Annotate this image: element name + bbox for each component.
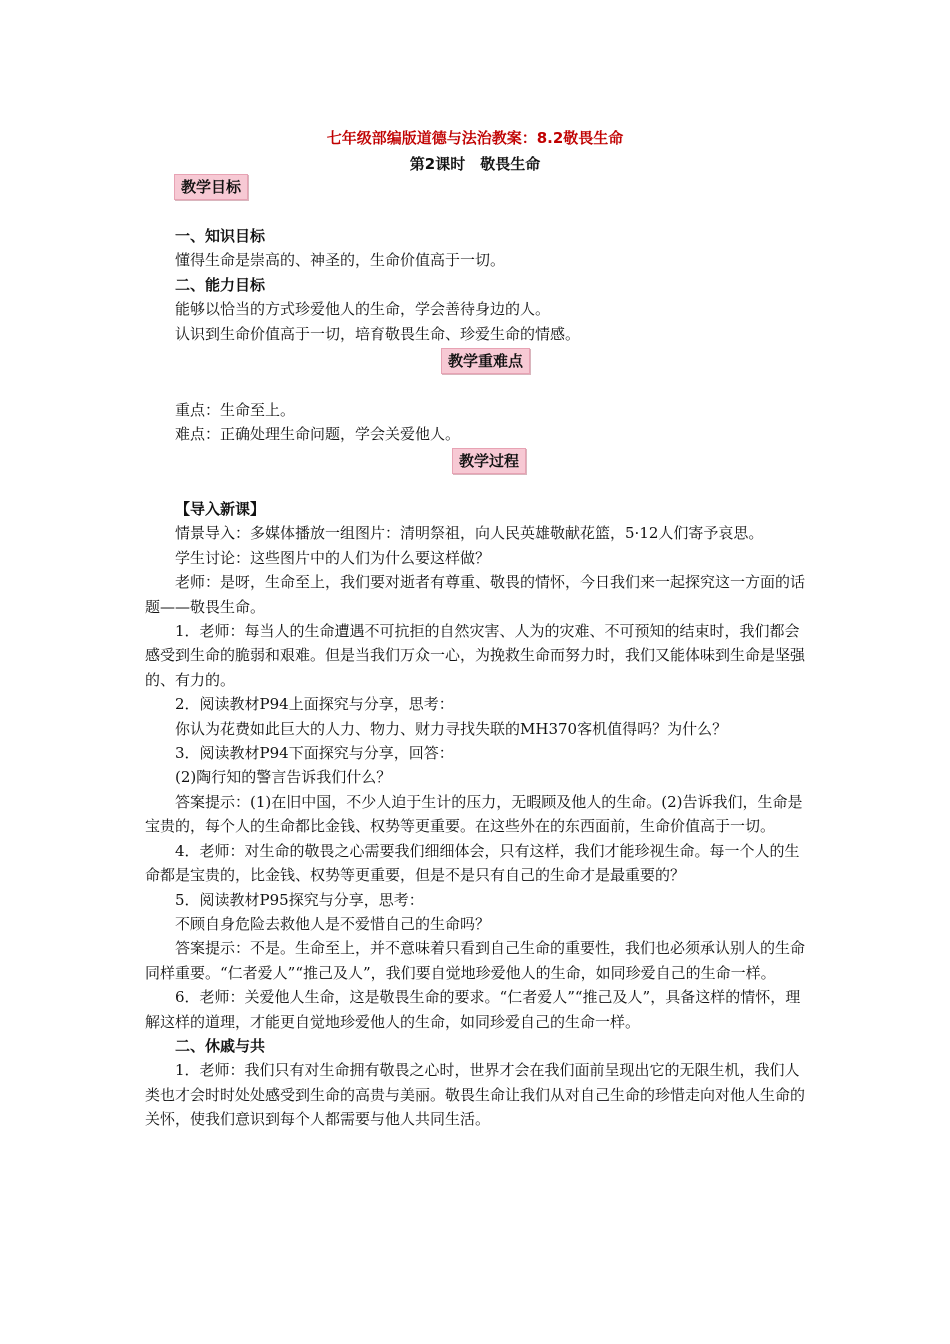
- process-heading-section2: 二、休戚与共: [175, 1036, 266, 1055]
- process-heading-intro: 【导入新课】: [175, 500, 266, 518]
- lesson-subtitle: 第2课时 敬畏生命: [409, 155, 541, 173]
- goals-paragraph: 懂得生命是崇高的、神圣的，生命价值高于一切。: [175, 251, 506, 270]
- process-paragraph: 3．阅读教材P94下面探究与分享，回答：: [175, 744, 454, 763]
- process-paragraph: 你认为花费如此巨大的人力、物力、财力寻找失联的MH370客机值得吗？为什么？: [175, 719, 728, 738]
- keypoints-section: [145, 398, 810, 447]
- process-paragraph: 答案提示：不是。生命至上，并不意味着只看到自己生命的重要性，我们也必须承认别人的生命同样重要。“仁者爱人”“推己及人”，我们要自觉地珍爱他人的生命，如同珍爱自己的生命一样。: [145, 939, 806, 982]
- process-paragraph: 5．阅读教材P95探究与分享，思考：: [175, 890, 424, 909]
- goals-heading-knowledge: 一、知识目标: [175, 227, 266, 245]
- goals-heading-ability: 二、能力目标: [175, 275, 266, 294]
- process-paragraph: 1．老师：每当人的生命遭遇不可抗拒的自然灾害、人为的灾难、不可预知的结束时，我们都会感受到生命的脆弱和艰难。但是当我们万众一心，为挽救生命而努力时，我们又能体味到生命是坚强的、有力的。: [145, 622, 806, 689]
- goals-paragraph: 认识到生命价值高于一切，培育敬畏生命、珍爱生命的情感。: [175, 324, 581, 343]
- section-label-goals: 教学目标: [174, 174, 248, 200]
- process-paragraph: 情景导入：多媒体播放一组图片：清明祭祖，向人民英雄敬献花篮，5·12人们寄予哀思。: [175, 524, 764, 543]
- process-paragraph: (2)陶行知的警言告诉我们什么？: [175, 768, 392, 787]
- process-paragraph: 1．老师：我们只有对生命拥有敬畏之心时，世界才会在我们面前呈现出它的无限生机，我们人类也才会时时处处感受到生命的高贵与美丽。敬畏生命让我们从对自己生命的珍惜走向对他人生命的关怀，使我们意识到每个人都需要与他人共同生活。: [145, 1061, 806, 1129]
- goals-paragraph: 能够以恰当的方式珍爱他人的生命，学会善待身边的人。: [175, 300, 551, 319]
- process-paragraph: 不顾自身危险去救他人是不爱惜自己的生命吗？: [175, 914, 491, 933]
- section-label-keypoints: 教学重难点: [441, 348, 530, 374]
- process-paragraph: 6．老师：关爱他人生命，这是敬畏生命的要求。“仁者爱人”“推己及人”，具备这样的情怀，理解这样的道理，才能更自觉地珍爱他人的生命，如同珍爱自己的生命一样。: [145, 988, 801, 1031]
- process-paragraph: 2．阅读教材P94上面探究与分享，思考：: [175, 695, 454, 714]
- process-paragraph: 学生讨论：这些图片中的人们为什么要这样做？: [175, 548, 491, 567]
- process-paragraph: 答案提示：(1)在旧中国，不少人迫于生计的压力，无暇顾及他人的生命。(2)告诉我们，生命是宝贵的，每个人的生命都比金钱、权势等更重要。在这些外在的东西面前，生命价值高于一切。: [145, 792, 803, 836]
- keypoints-paragraph: 难点：正确处理生命问题，学会关爱他人。: [175, 425, 461, 444]
- document-title: 七年级部编版道德与法治教案：8.2敬畏生命: [326, 129, 624, 147]
- process-paragraph: 老师：是呀，生命至上，我们要对逝者有尊重、敬畏的情怀，今日我们来一起探究这一方面的话题——敬畏生命。: [145, 573, 806, 616]
- keypoints-paragraph: 重点：生命至上。: [175, 401, 296, 419]
- process-paragraph: 4．老师：对生命的敬畏之心需要我们细细体会，只有这样，我们才能珍视生命。每一个人的生命都是宝贵的，比金钱、权势等更重要，但是不是只有自己的生命才是最重要的？: [145, 841, 800, 885]
- section-label-process: 教学过程: [452, 448, 526, 474]
- goals-section: [145, 224, 810, 346]
- process-section: [145, 497, 810, 1132]
